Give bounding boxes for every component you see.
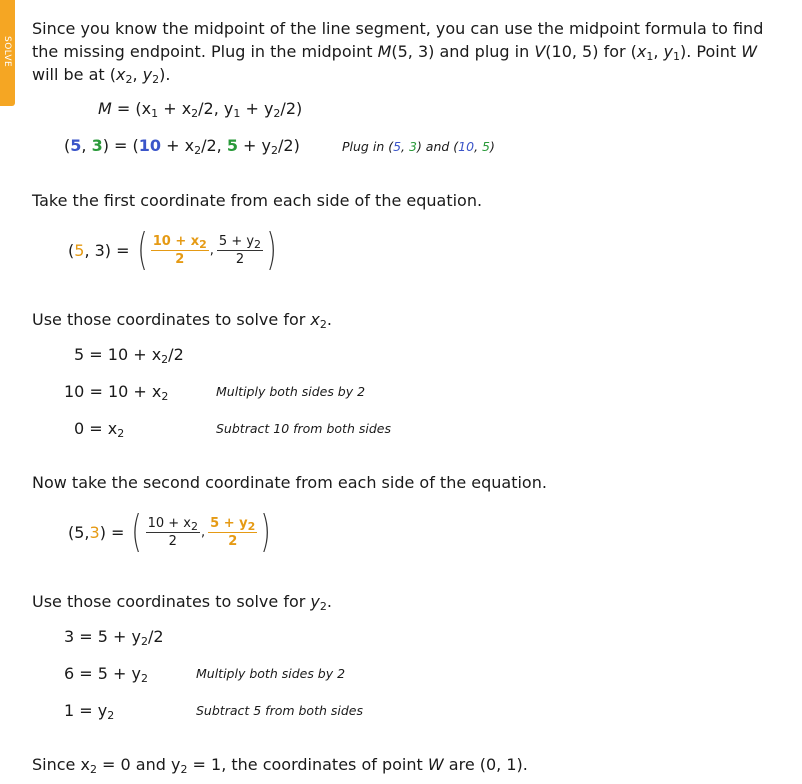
fraction-y: $\frac{5 + y_2}{2}$ bbox=[218, 233, 262, 267]
conclusion-text: Since $x_2 = 0$ and $y_2 = 1$, the coordinates of point W are (0, 1). bbox=[32, 755, 528, 776]
y-step-3: $1 = y_2$ bbox=[64, 701, 115, 722]
plugged-equation: (5, $3) = (10 + x_2/2$, $5 + y_2/2$) bbox=[64, 136, 300, 157]
x-step-2: $10 = 10 + x_2$ bbox=[64, 382, 169, 403]
fraction-x: $\frac{10 + x_2}{2}$ bbox=[152, 233, 207, 267]
intro-paragraph: Since you know the midpoint of the line segment, you can use the midpoint formula to find the missing endpoint. Plug in the midpoint M(5, 3) and plug in V(10, 5) for ($x_1$, $y_1$). Point W will be at ($x_2$, $y_2$). bbox=[32, 19, 764, 86]
step2-text: Now take the second coordinate from each side of the equation. bbox=[32, 473, 547, 492]
fraction-y: $\frac{5 + y_2}{2}$ bbox=[210, 515, 256, 549]
second-coordinate-equation: (5, 3 ) = ( $\frac{10 + x_2}{2}$ , $\frac{5 + y_2}{2}$ ) bbox=[68, 506, 272, 557]
solve-x-text: Use those coordinates to solve for $x_2$. bbox=[32, 310, 332, 331]
x-step-3: $0 = x_2$ bbox=[74, 419, 125, 440]
y-step-2: $6 = 5 + y_2$ bbox=[64, 664, 148, 685]
solve-tab[interactable] bbox=[0, 0, 15, 106]
x-step-1: $5 = 10 + x_2/2$ bbox=[74, 345, 184, 366]
y-step-2-note: Multiply both sides by 2 bbox=[196, 666, 346, 681]
first-coordinate-equation: ( 5 , 3) = ( $\frac{10 + x_2}{2}$ , $\frac{5 + y_2}{2}$ ) bbox=[68, 224, 277, 275]
midpoint-formula: $M = (x_1 + x_2/2$, $y_1 + y_2/2$) bbox=[98, 99, 303, 120]
plug-in-note: Plug in (5, 3) and (10, 5) bbox=[342, 139, 495, 154]
fraction-x: $\frac{10 + x_2}{2}$ bbox=[147, 515, 199, 549]
y-step-1: $3 = 5 + y_2/2$ bbox=[64, 627, 164, 648]
solve-tab-label: SOLVE bbox=[2, 36, 12, 68]
step1-text: Take the first coordinate from each side of the equation. bbox=[32, 191, 483, 210]
x-step-3-note: Subtract 10 from both sides bbox=[216, 421, 391, 436]
x-step-2-note: Multiply both sides by 2 bbox=[216, 384, 366, 399]
solve-y-text: Use those coordinates to solve for $y_2$. bbox=[32, 592, 332, 613]
y-step-3-note: Subtract 5 from both sides bbox=[196, 703, 364, 718]
